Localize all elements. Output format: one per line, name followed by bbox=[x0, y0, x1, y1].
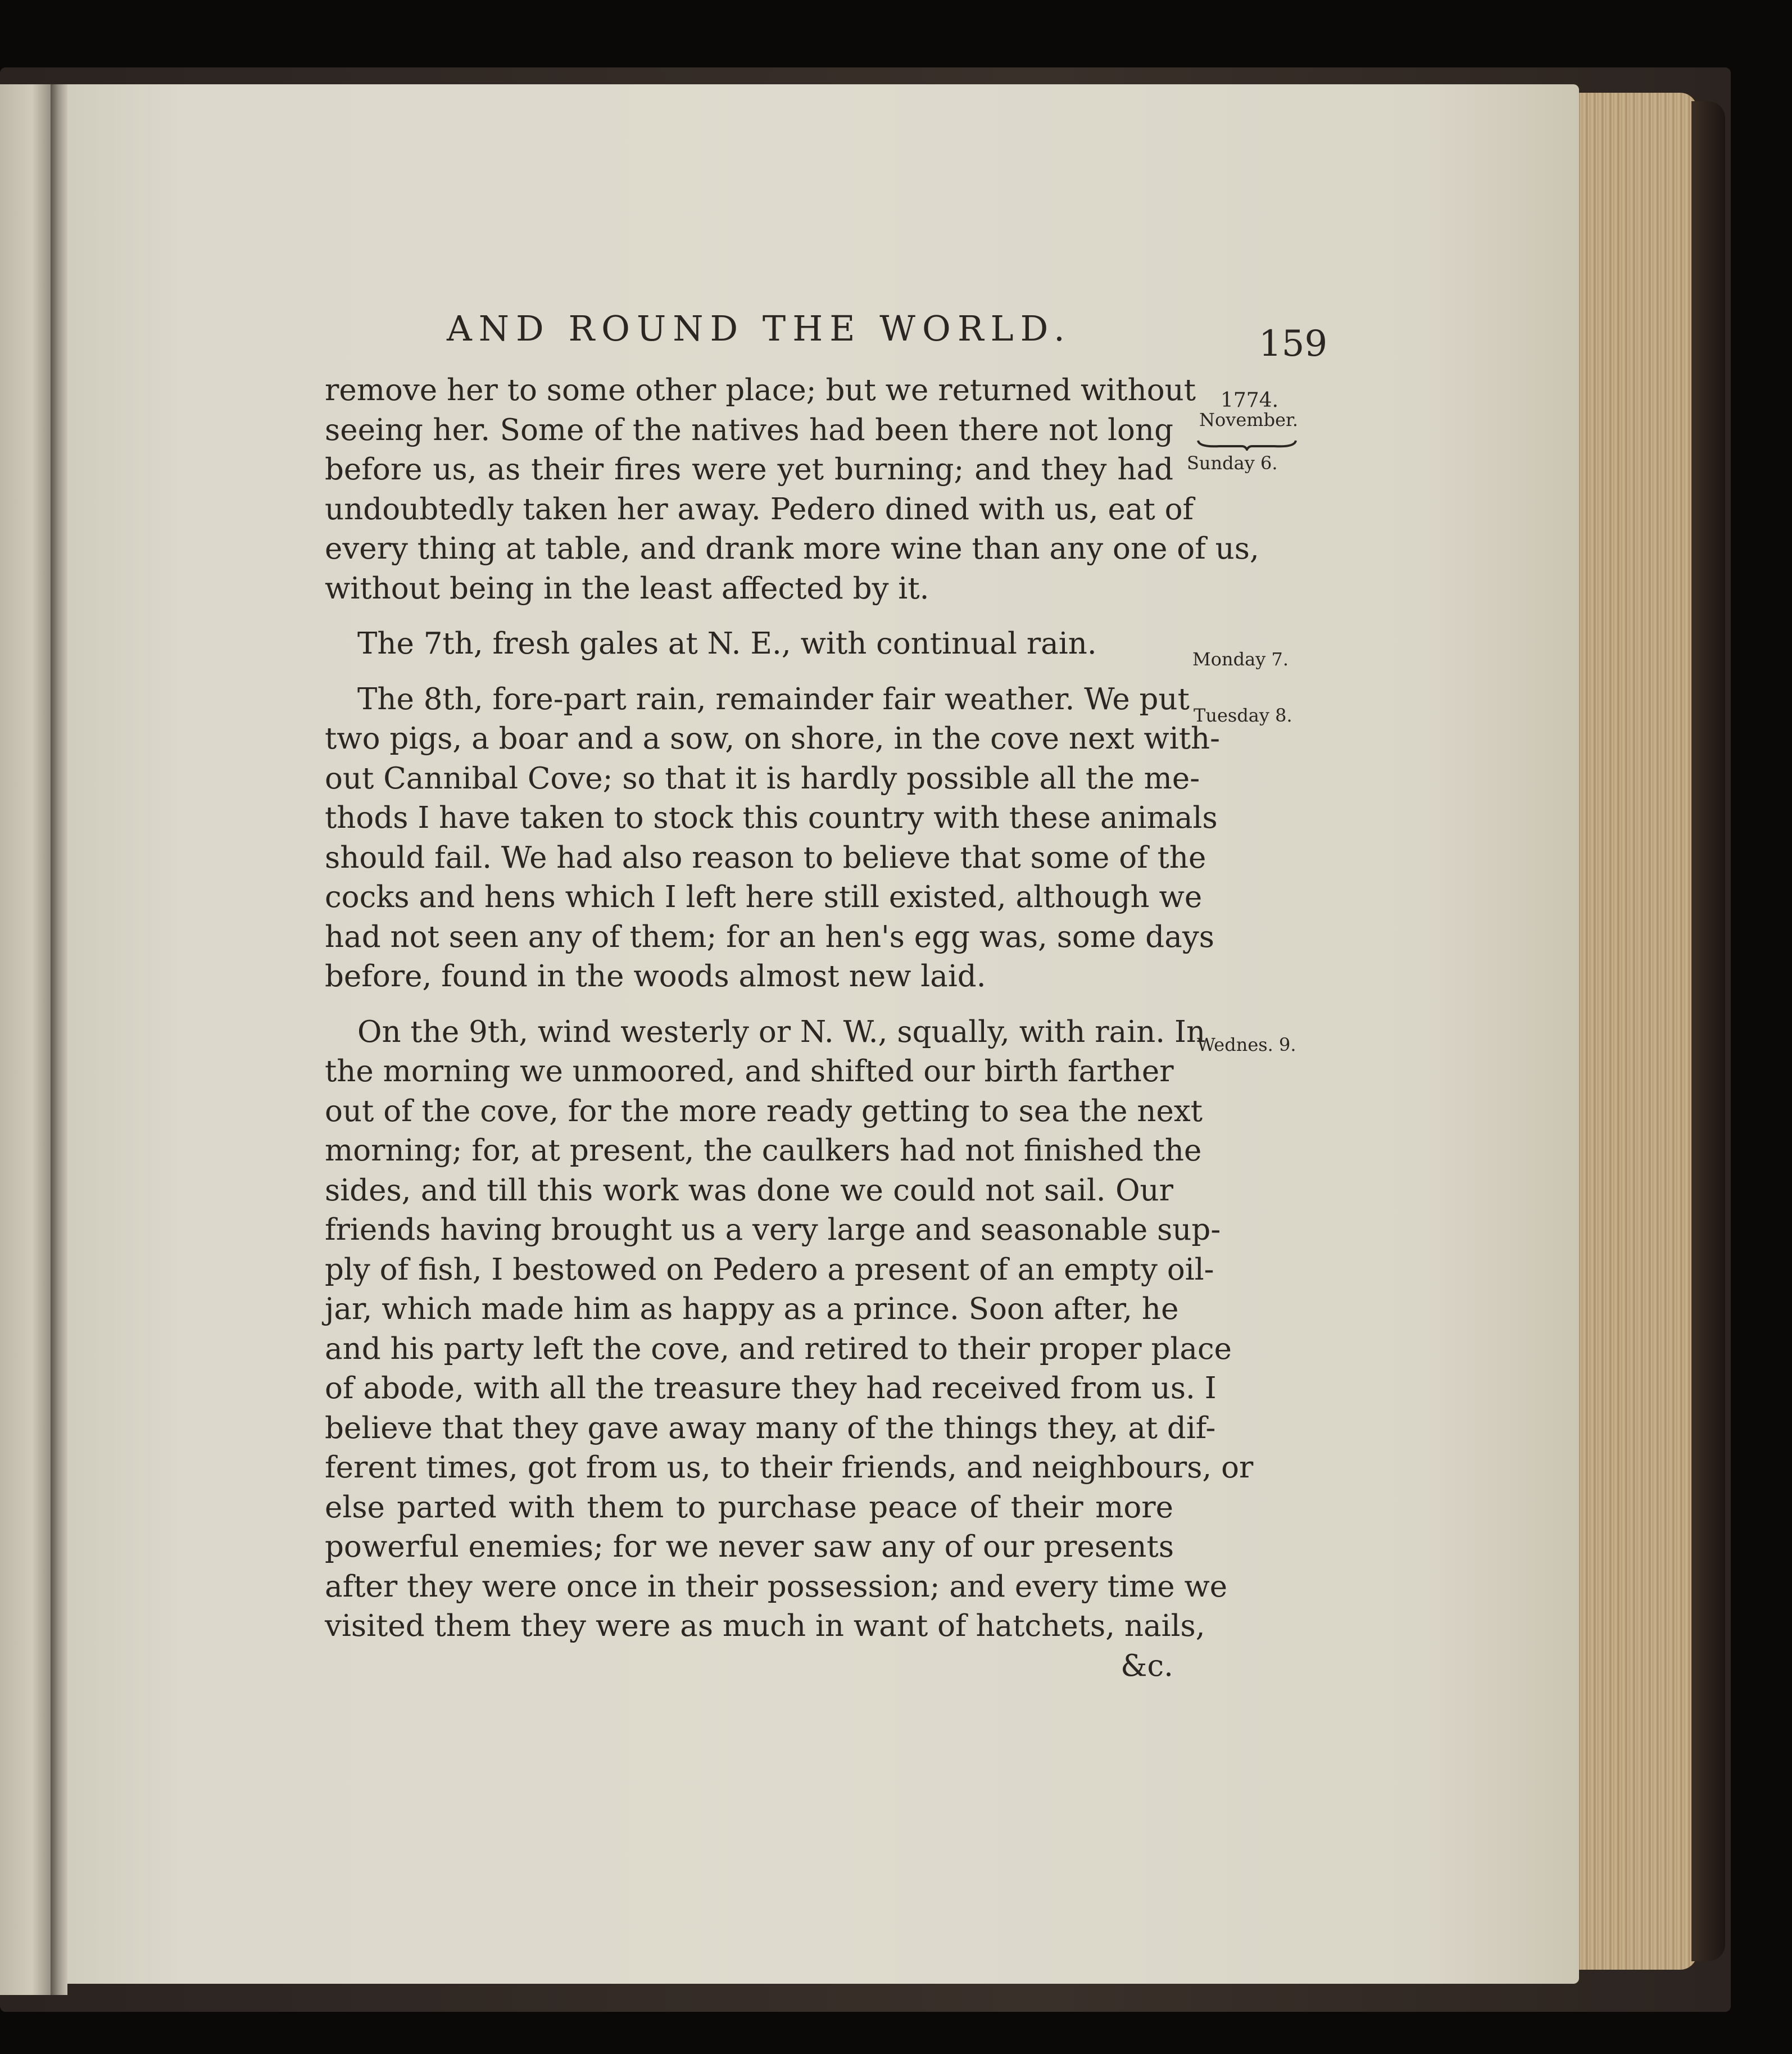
text-line: two pigs, a boar and a sow, on shore, in the cove next with- bbox=[325, 722, 1221, 756]
margin-monday: Monday 7. bbox=[1192, 649, 1289, 670]
text-line: out Cannibal Cove; so that it is hardly possible all the me- bbox=[325, 761, 1200, 796]
text-line: ply of fish, I bestowed on Pedero a present of an empty oil- bbox=[325, 1252, 1214, 1287]
text-line: and his party left the cove, and retired to their proper place bbox=[325, 1331, 1232, 1366]
text-line: believe that they gave away many of the things they, at dif- bbox=[325, 1411, 1216, 1445]
text-line: sides, and till this work was done we could not sail. Our bbox=[325, 1173, 1173, 1208]
margin-month: November. bbox=[1199, 409, 1298, 430]
cover-edge bbox=[1691, 101, 1725, 1961]
text-line: jar, which made him as happy as a prince. Soon after, he bbox=[325, 1292, 1179, 1326]
page-fore-edge bbox=[1573, 93, 1697, 1970]
text-line: out of the cove, for the more ready getting to sea the next bbox=[325, 1094, 1203, 1128]
text-line: had not seen any of them; for an hen's egg was, some days bbox=[325, 919, 1214, 954]
book-gutter bbox=[51, 84, 67, 1995]
text-line: friends having brought us a very large and seasonable sup- bbox=[325, 1213, 1221, 1247]
text-line: seeing her. Some of the natives had been there not long bbox=[325, 412, 1173, 447]
text-line: before us, as their fires were yet burning; and they had bbox=[325, 452, 1173, 487]
text-line: of abode, with all the treasure they had received from us. I bbox=[325, 1371, 1217, 1405]
text-line: after they were once in their possession; and every time we bbox=[325, 1569, 1228, 1604]
text-line: without being in the least affected by it. bbox=[325, 571, 929, 606]
margin-tuesday: Tuesday 8. bbox=[1194, 705, 1292, 726]
text-line: remove her to some other place; but we returned without bbox=[325, 373, 1196, 407]
text-line: visited them they were as much in want of hatchets, nails, bbox=[325, 1609, 1205, 1643]
text-line: cocks and hens which I left here still existed, although we bbox=[325, 880, 1203, 914]
page-number: 159 bbox=[1259, 323, 1328, 365]
margin-brace-icon bbox=[1197, 439, 1297, 451]
text-line: The 7th, fresh gales at N. E., with continual rain. bbox=[357, 627, 1097, 661]
text-line: every thing at table, and drank more wine than any one of us, bbox=[325, 532, 1259, 566]
text-line: powerful enemies; for we never saw any of our presents bbox=[325, 1530, 1174, 1564]
running-title: AND ROUND THE WORLD. bbox=[447, 308, 1072, 349]
text-line: before, found in the woods almost new laid. bbox=[325, 959, 986, 994]
margin-wednesday: Wednes. 9. bbox=[1197, 1034, 1296, 1055]
margin-sunday: Sunday 6. bbox=[1187, 452, 1278, 474]
text-line: thods I have taken to stock this country with these animals bbox=[325, 801, 1218, 835]
text-line: morning; for, at present, the caulkers had not finished the bbox=[325, 1133, 1202, 1168]
text-line: should fail. We had also reason to believe that some of the bbox=[325, 840, 1206, 875]
catchword: &c. bbox=[1120, 1648, 1173, 1683]
margin-year: 1774. bbox=[1221, 389, 1279, 412]
text-line: else parted with them to purchase peace of their more bbox=[325, 1490, 1173, 1525]
text-line: ferent times, got from us, to their friends, and neighbours, or bbox=[325, 1450, 1254, 1485]
text-line: On the 9th, wind westerly or N. W., squally, with rain. In bbox=[357, 1014, 1206, 1049]
text-line: undoubtedly taken her away. Pedero dined with us, eat of bbox=[325, 492, 1194, 527]
facing-page-edge bbox=[0, 84, 53, 1995]
text-line: the morning we unmoored, and shifted our birth farther bbox=[325, 1054, 1174, 1089]
text-line: The 8th, fore-part rain, remainder fair weather. We put bbox=[357, 682, 1190, 717]
